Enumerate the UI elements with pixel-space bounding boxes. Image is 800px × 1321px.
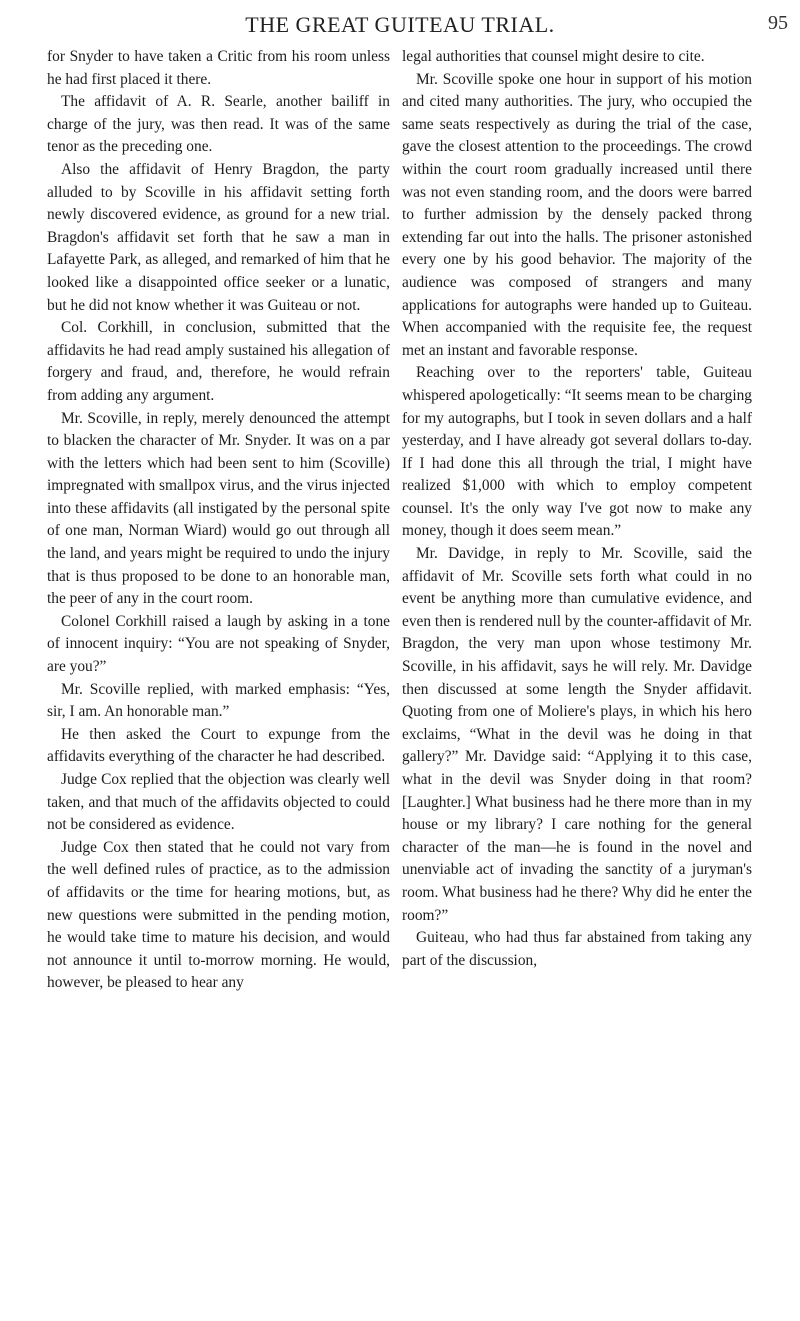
left-column	[47, 46, 390, 1246]
paragraph: The affidavit of A. R. Searle, another bailiff in charge of the jury, was then read. It was of the same tenor as the preceding one.	[47, 93, 390, 156]
paragraph: Colonel Corkhill raised a laugh by asking in a tone of innocent inquiry: “You are not speaking of Snyder, are you?”	[47, 612, 390, 676]
paragraph: Guiteau, who had thus far abstained from taking any part of the discussion,	[402, 929, 752, 969]
paragraph: legal authorities that counsel might desire to cite.	[402, 48, 705, 65]
paragraph: Mr. Scoville spoke one hour in support of his motion and cited many authorities. The jury, who occupied the same seats respectively as during the trial of the case, gave the closest attention to the proceedings. The crowd within the court room gradually increased until there was not even standing room, and the doors were barred to further admission by the densely packed throng extending far out into the halls. The prisoner astonished every one by his good behavior. The majority of the audience was composed of strangers and many applications for autographs were handed up to Guiteau. When accompanied with the requisite fee, the request met an instant and favorable response.	[402, 70, 752, 359]
paragraph: Mr. Scoville replied, with marked emphasis: “Yes, sir, I am. An honorable man.”	[47, 680, 390, 721]
paragraph: Col. Corkhill, in conclusion, submitted that the affidavits he had read amply sustained his allegation of forgery and fraud, and, therefore, he would refrain from adding any argument.	[47, 319, 390, 404]
paragraph: Mr. Davidge, in reply to Mr. Scoville, said the affidavit of Mr. Scoville sets forth what could in no event be anything more than cumulative evidence, and even then is rendered null by the counter-affidavit of Mr. Bragdon, the very man upon whose testimony Mr. Scoville, in his affidavit, says he will rely. Mr. Davidge then discussed at some length the Snyder affidavit. Quoting from one of Moliere's plays, in which his hero exclaims, “What in the devil was he doing in that gallery?” Mr. Davidge said: “Applying it to this case, what in the devil was Snyder doing in that room? [Laughter.] What business had he there more than in my house or my library? I care nothing for the general character of the man—he is found in the novel and unenviable act of invading the sanctity of a juryman's room. What business had he there? Why did he enter the room?”	[402, 545, 752, 924]
paragraph: He then asked the Court to expunge from the affidavits everything of the character he had described.	[47, 725, 390, 766]
paragraph: for Snyder to have taken a Critic from his room unless he had first placed it there.	[47, 48, 390, 88]
right-column	[402, 46, 752, 1246]
running-title: THE GREAT GUITEAU TRIAL.	[245, 12, 555, 37]
page-number: 95	[768, 12, 788, 34]
page-header	[0, 12, 800, 44]
paragraph: Reaching over to the reporters' table, Guiteau whispered apologetically: “It seems mean to be charging for my autographs, but I took in seven dollars and a half yesterday, and I have already got several dollars to-day. If I had done this all through the trial, I might have realized $1,000 with which to employ competent counsel. It's the only way I've got now to make any money, though it does seem mean.”	[402, 364, 752, 540]
paragraph: Judge Cox then stated that he could not vary from the well defined rules of practice, as to the admission of affidavits or the time for hearing motions, but, as new questions were submitted in the pending motion, he would take time to mature his decision, and would not announce it until to-morrow morning. He would, however, be pleased to hear any	[47, 838, 390, 992]
paragraph: Mr. Scoville, in reply, merely denounced the attempt to blacken the character of Mr. Snyder. It was on a par with the letters which had been sent to him (Scoville) impregnated with smallpox virus, and the virus injected into these affidavits (all instigated by the personal spite of one man, Norman Wiard) would go out through all the land, and years might be required to undo the injury that is thus proposed to be done to an honorable man, the peer of any in the court room.	[47, 409, 390, 608]
paragraph: Also the affidavit of Henry Bragdon, the party alluded to by Scoville in his affidavit setting forth newly discovered evidence, as ground for a new trial. Bragdon's affidavit set forth that he saw a man in Lafayette Park, as alleged, and remarked of him that he looked like a disappointed office seeker or a lunatic, but he did not know whether it was Guiteau or not.	[47, 160, 390, 314]
paragraph: Judge Cox replied that the objection was clearly well taken, and that much of the affidavits objected to could not be considered as evidence.	[47, 771, 390, 834]
